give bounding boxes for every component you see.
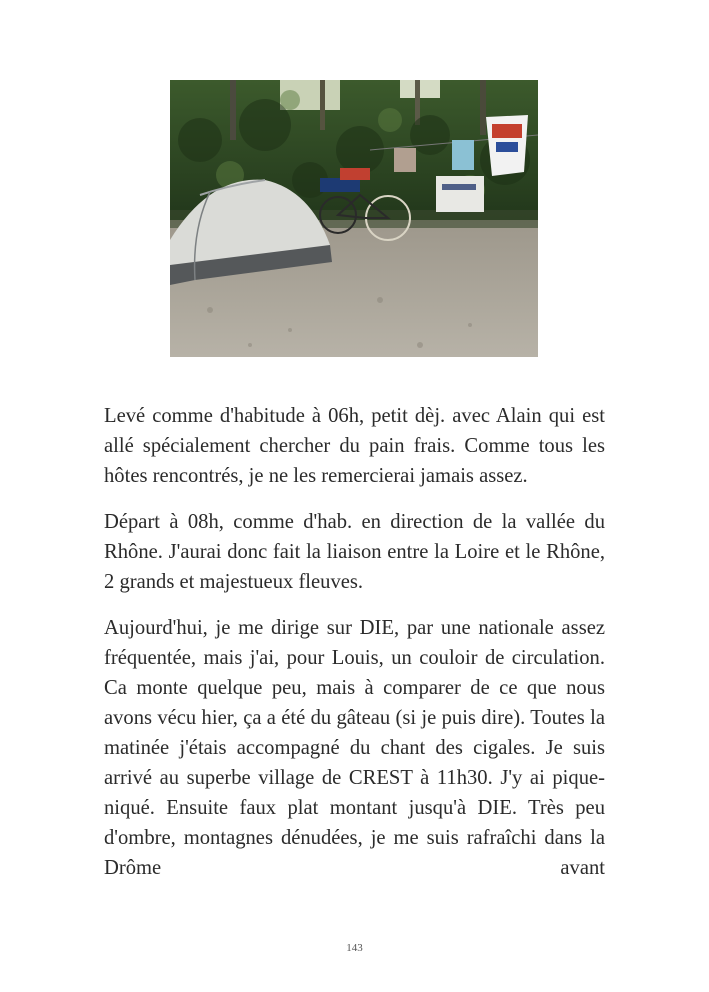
campsite-photo [170, 80, 538, 357]
paragraph-2: Départ à 08h, comme d'hab. en direction de la vallée du Rhône. J'aurai donc fait la liaison entre la Loire et le Rhône, 2 grands et majestueux fleuves. [104, 511, 605, 593]
paragraph-3: Aujourd'hui, je me dirige sur DIE, par une nationale assez fréquentée, mais j'ai, pour Louis, un couloir de circulation. Ca monte quelque peu, mais à comparer de ce que nous avons vécu hier, ça a été du gâteau (si je puis dire). Toutes la matinée j'étais accompagné du chant des cigales. Je suis arrivé au superbe village de CREST à 11h30. J'y ai pique-niqué. Ensuite faux plat montant jusqu'à DIE. Très peu d'ombre, montagnes dénudées, je me suis rafraîchi dans la Drôme avant [104, 617, 605, 879]
paragraph-1: Levé comme d'habitude à 06h, petit dèj. avec Alain qui est allé spécialement chercher du pain frais. Comme tous les hôtes rencontrés, je ne les remercierai jamais assez. [104, 405, 605, 487]
page-number: 143 [346, 942, 363, 954]
body-text [104, 401, 605, 883]
